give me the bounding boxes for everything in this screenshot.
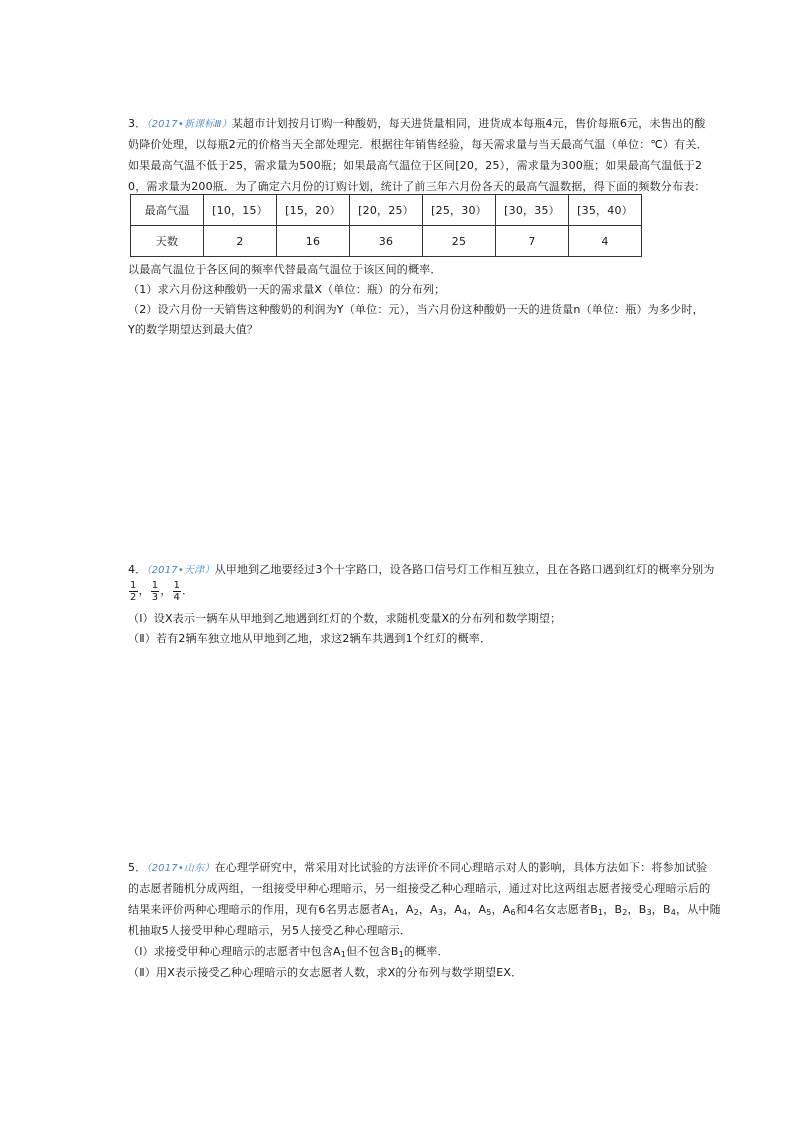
table-cell: 25 <box>423 226 496 257</box>
q5-line3: 结果来评价两种心理暗示的作用，现有6名男志愿者$A_1$，$A_2$，$A_3$，$A_4$，$A_5$，$A_6$和4名女志愿者$B_1$，$B_2$，$B_3$，$B_4$，从中随 <box>128 903 721 917</box>
q5-part2: （Ⅱ）用X表示接受乙种心理暗示的女志愿者人数，求X的分布列与数学期望EX． <box>128 966 523 979</box>
table-row <box>131 226 642 257</box>
q5-source[interactable]: （2017•山东） <box>146 863 215 874</box>
q4-part2: （Ⅱ）若有2辆车独立地从甲地到乙地，求这2辆车共遇到1个红灯的概率． <box>128 632 492 645</box>
table-cell: [35，40） <box>569 195 642 226</box>
q4-fractions: $\frac{1}{2}$ ， $\frac{1}{3}$ ， $\frac{1}{4}$ ． <box>130 579 194 603</box>
q3-part2-line2: Y的数学期望达到最大值？ <box>128 323 259 336</box>
q4-source[interactable]: （2017•天津） <box>146 565 215 576</box>
q4-part1: （Ⅰ）设X表示一辆车从甲地到乙地遇到红灯的个数，求随机变量X的分布列和数学期望； <box>128 612 562 625</box>
table-cell: 7 <box>496 226 569 257</box>
q3-line2: 奶降价处理，以每瓶2元的价格当天全部处理完．根据往年销售经验，每天需求量与当天最高气温（单位：℃）有关． <box>128 138 708 151</box>
q5-number: 5． <box>128 861 147 874</box>
q5-line4: 机抽取5人接受甲种心理暗示，另5人接受乙种心理暗示． <box>128 924 412 937</box>
q5-line1 <box>128 861 707 876</box>
fraction: $\frac{1}{3}$ <box>151 579 159 603</box>
q3-text-1: 某超市计划按月订购一种酸奶，每天进货量相同，进货成本每瓶4元，售价每瓶6元，未售出的酸 <box>231 117 706 130</box>
q3-source[interactable]: （2017•新课标Ⅲ） <box>146 119 232 130</box>
q3-part2-line1: （2）设六月份一天销售这种酸奶的利润为Y（单位：元），当六月份这种酸奶一天的进货量n（单位：瓶）为多少时， <box>128 303 704 316</box>
q3-line1 <box>128 117 705 132</box>
q5-part1: （Ⅰ）求接受甲种心理暗示的志愿者中包含$A_1$但不包含$B_1$的概率． <box>128 945 449 959</box>
table-header-cell: 最高气温 <box>131 195 204 226</box>
fraction: $\frac{1}{4}$ <box>173 579 181 603</box>
table-cell: [25，30） <box>423 195 496 226</box>
table-row <box>131 195 642 226</box>
table-cell: [15，20） <box>277 195 350 226</box>
q3-after-table: 以最高气温位于各区间的频率代替最高气温位于该区间的概率． <box>128 263 442 276</box>
table-cell: [20，25） <box>350 195 423 226</box>
table-cell: 2 <box>204 226 277 257</box>
fraction: $\frac{1}{2}$ <box>130 579 137 603</box>
q4-line1 <box>128 563 715 578</box>
table-cell: [10，15） <box>204 195 277 226</box>
table-header-cell: 天数 <box>131 226 204 257</box>
frequency-table <box>130 194 642 257</box>
q3-line4: 0，需求量为200瓶．为了确定六月份的订购计划，统计了前三年六月份各天的最高气温数据，得下面的频数分布表： <box>128 180 706 193</box>
table-cell: [30，35） <box>496 195 569 226</box>
q3-line3: 如果最高气温不低于25，需求量为500瓶；如果最高气温位于区间[20，25），需求量为300瓶；如果最高气温低于2 <box>128 159 703 172</box>
q5-text-1: 在心理学研究中，常采用对比试验的方法评价不同心理暗示对人的影响，具体方法如下：将参加试验 <box>214 861 708 874</box>
q4-number: 4． <box>128 563 147 576</box>
q3-part1: （1）求六月份这种酸奶一天的需求量X（单位：瓶）的分布列； <box>128 283 446 296</box>
table-cell: 4 <box>569 226 642 257</box>
q3-number: 3． <box>128 117 147 130</box>
table-cell: 36 <box>350 226 423 257</box>
table-cell: 16 <box>277 226 350 257</box>
q4-text-1: 从甲地到乙地要经过3个十字路口，设各路口信号灯工作相互独立，且在各路口遇到红灯的概率分别为 <box>214 563 715 576</box>
q5-line2: 的志愿者随机分成两组，一组接受甲种心理暗示，另一组接受乙种心理暗示，通过对比这两组志愿者接受心理暗示后的 <box>128 882 711 895</box>
